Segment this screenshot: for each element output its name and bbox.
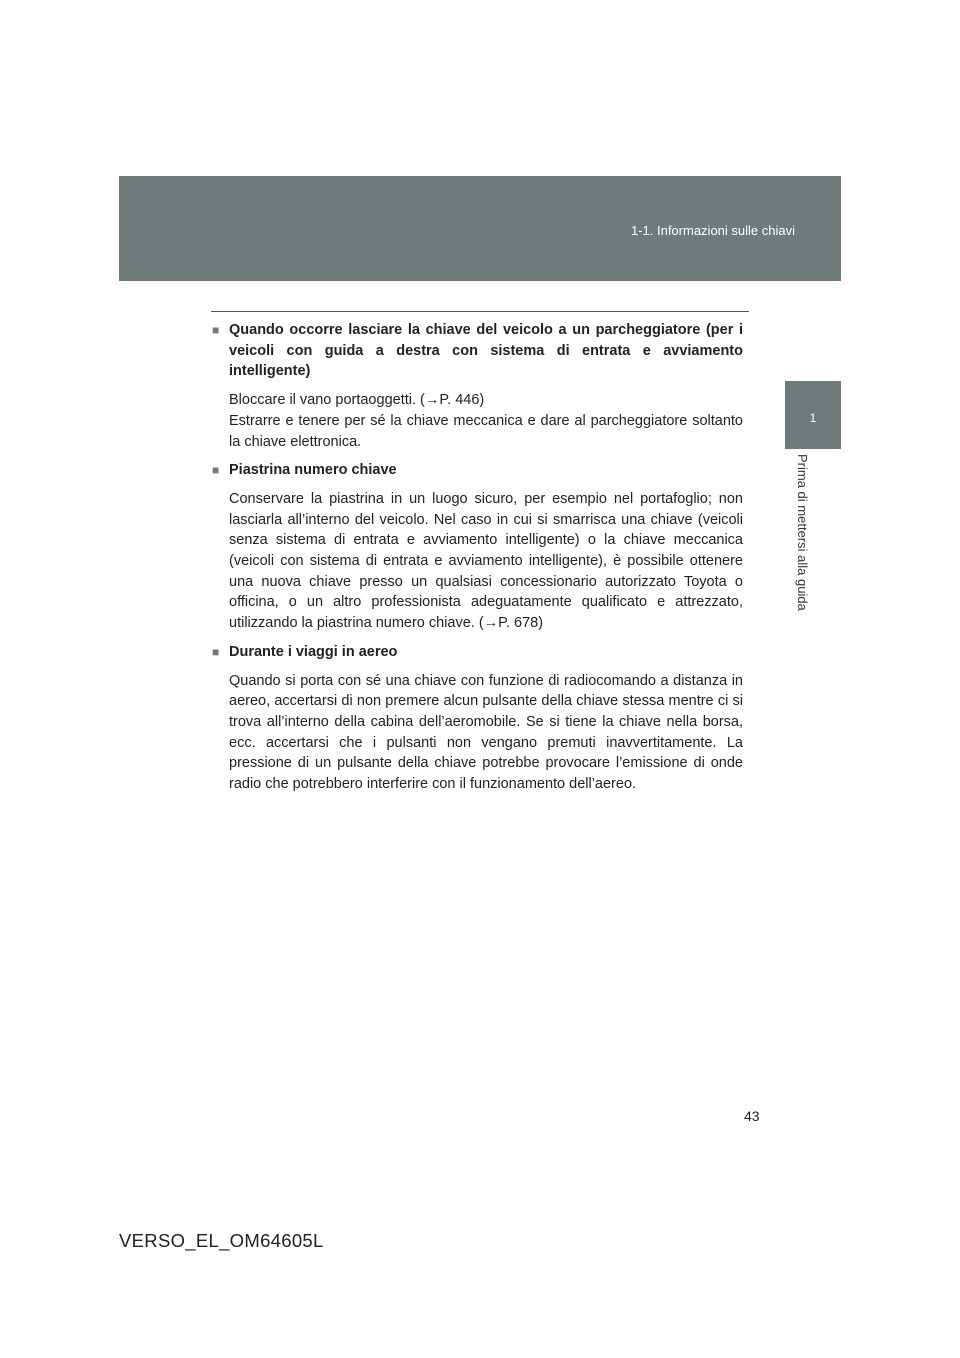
paragraph: Quando si porta con sé una chiave con funzione di radiocomando a distanza in aereo, accertarsi di non premere alcun pulsante della chiave stessa mentre ci si trova all’interno della cabina dell’aeromobile. Se si tiene la chiave nella borsa, ecc. accertarsi che i pulsanti non vengano premuti inavvertitamente. La pressione di un pulsante della chiave potrebbe provocare l’emissione di onde radio che potrebbero interferire con il funzionamento dell’aereo. [229,672,743,793]
section-valet [212,320,743,452]
chapter-tab[interactable] [785,381,841,449]
document-code: VERSO_EL_OM64605L [119,1230,324,1251]
heading-text: Quando occorre lasciare la chiave del veicolo a un parcheggiatore (per i veicoli con guida a destra con sistema di entrata e avviamento intelligente) [229,322,743,380]
section-title: 1-1. Informazioni sulle chiavi [630,223,795,238]
section-key-plate [212,460,743,634]
chapter-number: 1 [809,411,817,425]
main-content [212,320,743,803]
paragraph: Bloccare il vano portaoggetti. (→P. 446) Estrarre e tenere per sé la chiave meccanica e dare al parcheggiatore soltanto la chiave elettronica. [229,392,743,450]
section-heading [212,642,743,663]
section-air-travel [212,642,743,795]
heading-text: Durante i viaggi in aereo [229,643,398,660]
paragraph: Conservare la piastrina in un luogo sicuro, per esempio nel portafoglio; non lasciarla all’interno del veicolo. Nel caso in cui si smarrisca una chiave (veicoli senza sistema di entrata e avviamento intelligente) o la chiave meccanica (veicoli con sistema di entrata e avviamento intelligente), è possibile ottenere una nuova chiave presso un qualsiasi concessionario autorizzato Toyota o officina, o un altro professionista adeguatamente qualificato e attrezzato, utilizzando la piastrina numero chiave. (→P. 678) [229,490,743,632]
top-rule [211,311,749,312]
page-number: 43 [744,1108,760,1124]
square-bullet-icon: ■ [212,463,220,478]
section-heading [212,320,743,382]
header-band [119,176,841,281]
square-bullet-icon: ■ [212,323,220,337]
square-bullet-icon: ■ [212,644,220,659]
chapter-label: Prima di mettersi alla guida [795,454,810,611]
section-heading [212,460,743,481]
heading-text: Piastrina numero chiave [229,462,397,479]
